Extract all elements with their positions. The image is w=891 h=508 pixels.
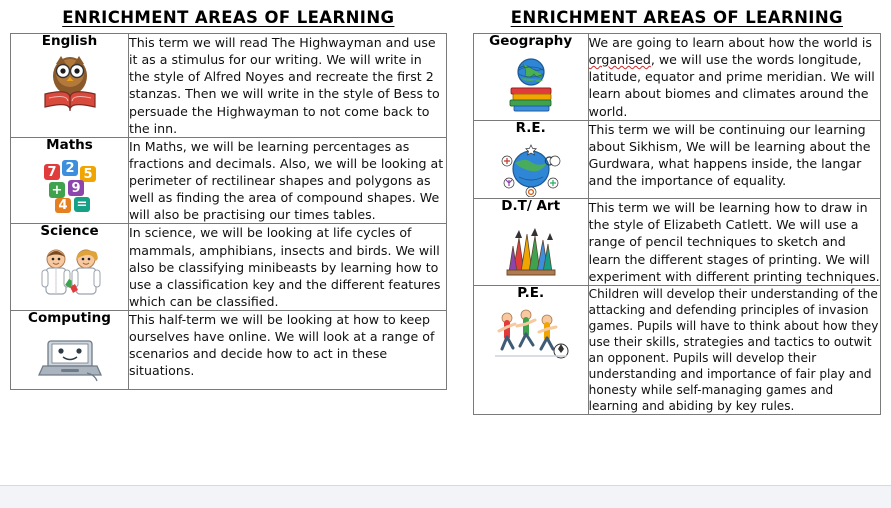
description-text: Children will develop their understanding of the attacking and defending principles of invasion games. Pupils will have to think about how they use their skills, strategies and tactics to outwit an opponent. Pupils will develop their understanding and importance of fair play and honesty while self-managing games and learning and abiding by key rules.	[588, 286, 879, 414]
subject-cell-geography	[473, 34, 588, 121]
right-table-title: ENRICHMENT AREAS OF LEARNING	[510, 8, 843, 27]
description-cell-geography	[588, 34, 880, 121]
table-row	[11, 224, 447, 311]
description-cell-re	[588, 120, 880, 199]
description-text: This term we will read The Highwayman and use it as a stimulus for our writing. We will write in the style of Alfred Noyes and recreate the first 2 stanzas. Then we will write in the style of Bess to persuade the Highwayman to not come back to the inn.	[129, 35, 440, 136]
subject-label: Geography	[489, 33, 573, 49]
owl-reading-book-icon	[11, 54, 128, 112]
svg-text:7: 7	[46, 165, 57, 181]
description-text: In science, we will be looking at life cycles of mammals, amphibians, insects and birds. We will also be classifying minibeasts by learning how to use a classification key and the different features which can be classified.	[129, 225, 441, 309]
subject-cell-science	[11, 224, 129, 311]
page-bottom-strip	[0, 485, 891, 508]
description-cell-pe	[588, 285, 880, 415]
description-cell-english	[129, 34, 447, 138]
svg-text:4: 4	[57, 198, 68, 214]
subject-cell-re	[473, 120, 588, 199]
svg-text:2: 2	[64, 161, 75, 177]
art-supplies-icon	[474, 219, 588, 277]
table-row	[473, 285, 880, 415]
subject-label: P.E.	[517, 284, 545, 301]
description-text: This term we will be learning how to draw in the style of Elizabeth Catlett. We will use a range of pencil techniques to sketch and learn the different stages of printing. We will experiment with different printing techniques.	[588, 200, 880, 284]
right-enrichment-table	[473, 33, 881, 415]
religions-globe-icon	[474, 140, 588, 198]
description-cell-science	[129, 224, 447, 311]
description-text: This term we will be continuing our learning about Sikhism, We will be learning about the Gurdwara, what happens inside, the langar and the importance of equality.	[588, 121, 871, 188]
left-enrichment-table	[10, 33, 447, 390]
table-row	[11, 137, 447, 224]
description-cell-maths	[129, 137, 447, 224]
table-row	[473, 120, 880, 199]
subject-label: R.E.	[515, 119, 546, 136]
description-text: We are going to learn about how the world is organised, we will use the words longitude, latitude, equator and prime meridian. We will learn about biomes and climates around the world.	[588, 35, 875, 119]
subject-label: D.T/ Art	[501, 198, 561, 215]
numbers-blocks-icon	[11, 157, 128, 215]
table-row	[11, 34, 447, 138]
children-playing-sports-icon	[474, 305, 588, 363]
left-table-title: ENRICHMENT AREAS OF LEARNING	[62, 8, 395, 27]
subject-label: Science	[40, 223, 99, 240]
scientists-children-icon	[11, 244, 128, 302]
subject-cell-pe	[473, 285, 588, 415]
description-text: In Maths, we will be learning percentages as fractions and decimals. Also, we will be looking at perimeter of rectilinear shapes and polygons as well as finding the area of compound shapes. We will also be practising our times tables.	[129, 138, 444, 223]
right-column	[455, 4, 881, 415]
description-cell-computing	[129, 311, 447, 390]
svg-text:+: +	[51, 183, 62, 199]
subject-label: Computing	[28, 310, 111, 326]
laptop-computer-icon	[11, 331, 128, 389]
subject-cell-english	[11, 34, 129, 138]
table-row	[11, 311, 447, 390]
svg-text:5: 5	[82, 167, 93, 183]
subject-cell-computing	[11, 311, 129, 390]
subject-cell-dt-art	[473, 199, 588, 286]
table-row	[473, 199, 880, 286]
subject-label: Maths	[46, 136, 93, 153]
subject-cell-maths	[11, 137, 129, 224]
subject-label: English	[41, 33, 98, 49]
description-cell-dt-art	[588, 199, 880, 286]
svg-text:=: =	[76, 197, 87, 213]
left-column	[10, 4, 455, 415]
svg-text:9: 9	[70, 181, 81, 197]
table-row	[473, 34, 880, 121]
globe-and-books-icon	[474, 54, 588, 112]
description-text: This half-term we will be looking at how to keep ourselves have online. We will look at a range of scenarios and decide how to act in these situations.	[129, 312, 435, 379]
